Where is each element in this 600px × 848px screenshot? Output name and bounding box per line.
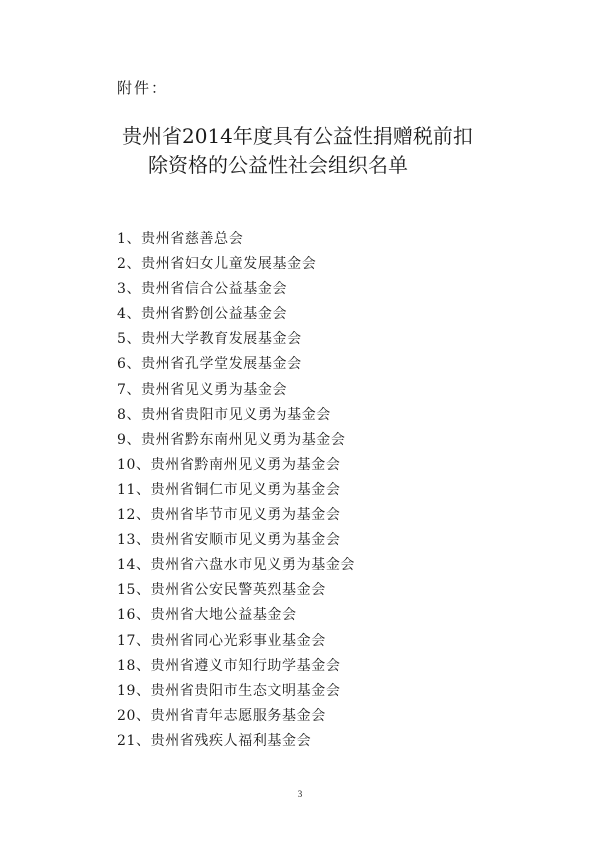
list-item: 11、贵州省铜仁市见义勇为基金会 bbox=[117, 481, 341, 498]
title-line-1: 贵州省2014年度具有公益性捐赠税前扣 bbox=[122, 124, 473, 148]
list-item: 2、贵州省妇女儿童发展基金会 bbox=[117, 256, 317, 273]
list-item: 4、贵州省黔创公益基金会 bbox=[117, 306, 288, 323]
list-item: 17、贵州省同心光彩事业基金会 bbox=[117, 632, 326, 649]
list-item: 18、贵州省遵义市知行助学基金会 bbox=[117, 657, 341, 674]
list-item: 1、贵州省慈善总会 bbox=[117, 231, 244, 247]
list-item: 3、贵州省信合公益基金会 bbox=[117, 281, 288, 298]
list-item: 8、贵州省贵阳市见义勇为基金会 bbox=[117, 406, 331, 423]
list-item: 12、贵州省毕节市见义勇为基金会 bbox=[117, 507, 341, 524]
attachment-label: 附件： bbox=[117, 79, 169, 97]
list-item: 13、贵州省安顺市见义勇为基金会 bbox=[117, 532, 341, 549]
list-item: 9、贵州省黔东南州见义勇为基金会 bbox=[117, 431, 346, 448]
list-item: 6、贵州省孔学堂发展基金会 bbox=[117, 356, 302, 373]
list-item: 10、贵州省黔南州见义勇为基金会 bbox=[117, 456, 341, 473]
list-item: 19、贵州省贵阳市生态文明基金会 bbox=[117, 682, 341, 699]
page-number: 3 bbox=[297, 789, 303, 799]
document-title bbox=[0, 122, 600, 180]
list-item: 16、贵州省大地公益基金会 bbox=[117, 607, 297, 624]
list-item: 15、贵州省公安民警英烈基金会 bbox=[117, 582, 326, 599]
list-item: 20、贵州省青年志愿服务基金会 bbox=[117, 707, 326, 724]
list-item: 7、贵州省见义勇为基金会 bbox=[117, 381, 288, 398]
list-item: 21、贵州省残疾人福利基金会 bbox=[117, 732, 312, 749]
organization-list bbox=[117, 227, 355, 754]
title-line-2: 除资格的公益性社会组织名单 bbox=[148, 153, 408, 177]
list-item: 5、贵州大学教育发展基金会 bbox=[117, 331, 302, 348]
list-item: 14、贵州省六盘水市见义勇为基金会 bbox=[117, 557, 356, 574]
